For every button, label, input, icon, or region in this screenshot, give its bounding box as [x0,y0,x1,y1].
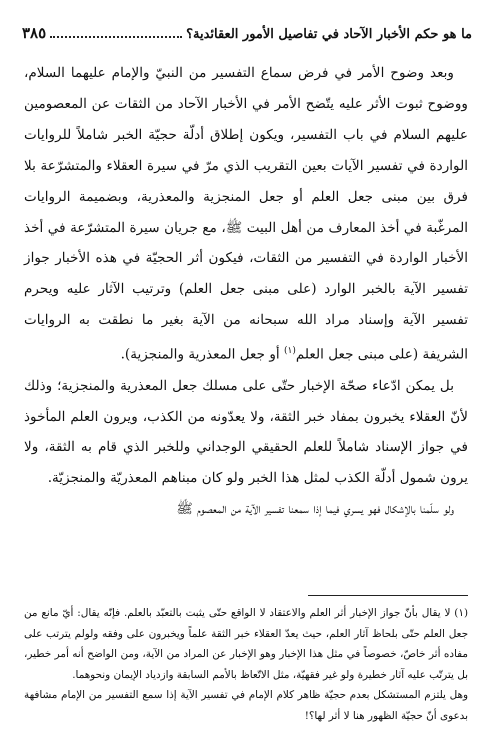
paragraph-tail: أو جعل المعذرية والمنجزية). [120,346,284,363]
paragraph-text: وبعد وضوح الأمر في فرض سماع التفسير من النبيّ والإمام عليهما السلام، ووضوح ثبوت الأثر عليه يتّضح الأمر في الأخبار الآحاد من الثقات عن المعصومين عليهم السلام في باب التفسير، ويكون إطلاق أدلّة حجيّة الخبر شاملاً للروايات الواردة في تفسير الآيات بعين التقريب الذي مرّ في سيرة العقلاء والمتشرّعة بلا فرق بين مبنى جعل العلم أو جعل المنجزية والمعذرية، وبضميمة الروايات المرغّبة في أخذ المعارف من أهل البيت ﷺ، مع جريان سيرة المتشرّعة في أخذ الأخبار الواردة في التفسير من الثقات، فيكون أثر الحجيّة في هذه الأخبار جواز تفسير الآية بالخبر الوارد (على مبنى جعل العلم) وترتيب الآثار عليه ويحرم تفسير الآية وإسناد مراد الله سبحانه من الآية بغير ما نطقت به الروايات الشريفة (على مبنى جعل العلم [24,65,468,363]
footnote [24,603,468,685]
body-paragraph [24,58,468,371]
main-text [24,58,468,525]
running-title: ما هو حكم الأخبار الآحاد في تفاصيل الأمور العقائدية؟ [186,27,472,42]
footnote-separator [308,595,468,596]
body-paragraph [24,371,468,495]
footnote-number: (١) [454,607,468,619]
footnotes [24,603,468,727]
footnote-text: وهل يلتزم المستشكل بعدم حجيّة ظاهر كلام الإمام في تفسير الآية إذا سمع التفسير من الإمام مشافهة بدعوى أنّ حجيّة الظهور هنا لا أثر لها؟! [24,689,468,722]
page-number: ٣٨٥ [22,24,47,42]
paragraph-text: ولو سلّمنا بالإشكال فهو يسري فيما إذا سمعنا تفسير الآية من المعصوم ﷺ [176,501,454,518]
header-dot-leader [50,36,182,38]
page-header [22,20,472,42]
footnote-text: لا يقال بأنّ جواز الإخبار أثر العلم والاعتقاد لا الواقع حتّى يثبت بالتعبّد بالعلم. فإنّه يقال: أيّ مانع من جعل العلم حتّى بلحاظ آثار العلم، حيث يعدّ العقلاء خبر الثقة علماً ويخبرون على وفقه ولولم يترتب على مفاده أثر خاصّ، خصوصاً في مثل هذا الإخبار وهو الإخبار عن المراد من الآية، ومن الواضح أنه أمر خطير، بل يترتّب عليه آثار خطيرة ولو غير فقهيّة، مثل الاتّعاظ بالأمم السابقة وازدياد الإيمان ونحوهما. [24,607,468,681]
paragraph-text: بل يمكن ادّعاء صحّة الإخبار حتّى على مسلك جعل المعذرية والمنجزية؛ وذلك لأنّ العقلاء يخبرون بمفاد خبر الثقة، ولا يعدّونه من الكذب، ويرون العلم المأخوذ في جواز الإسناد شاملاً للعلم الحقيقي الوجداني وللخبر الذي قام به الثقة، ولا يرون شمول أدلّة الكذب لمثل هذا الخبر ولو كان مبناهم المعذريّة والمنجزيّة. [24,377,468,487]
footnote [24,685,468,726]
footnote-reference[interactable]: (١) [284,346,296,357]
body-paragraph [24,494,468,525]
